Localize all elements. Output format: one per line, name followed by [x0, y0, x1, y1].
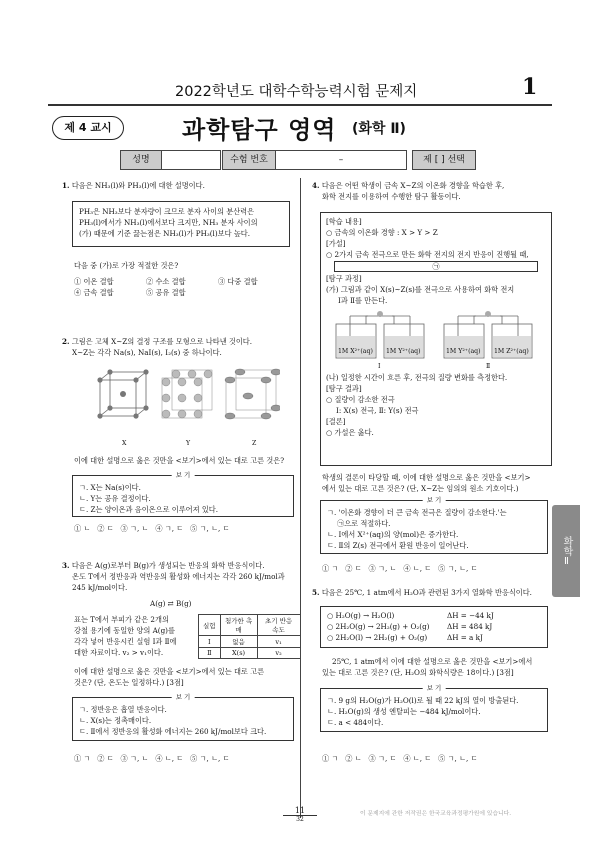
q4-l2: ○ 2가지 금속 전극으로 만든 화학 전지의 전지 반응이 진행될 때, [326, 250, 529, 259]
q5-equation-box [320, 606, 548, 648]
page-number: 1 [522, 74, 538, 100]
column-divider [300, 178, 301, 818]
crystal-y [162, 370, 212, 418]
exam-number-dash: – [338, 155, 344, 165]
q1-number: 1. [62, 181, 70, 190]
q4-cell1-label: Ⅰ [378, 363, 381, 370]
q5-bogi-1: ㄱ. 9 g의 H₂O(g)가 H₂O(l)로 될 때 22 kJ의 열이 방출된다. [327, 696, 519, 705]
q3-p4: 대한 자료이다. v₂ > v₁이다. [74, 648, 164, 657]
q3-bogi-3: ㄷ. Ⅱ에서 정반응의 활성화 에너지는 260 kJ/mol보다 크다. [79, 727, 267, 736]
q3-ask2: 것은? (단, 온도는 일정하다.) [3점] [74, 678, 184, 687]
q3-table [198, 614, 301, 659]
q4-cell-figure [326, 306, 546, 372]
q2-label-z: Z [252, 440, 257, 447]
q5-e3h: ΔH = a kJ [447, 633, 483, 642]
header-rule [48, 104, 552, 106]
subject-subtitle: (화학 Ⅱ) [352, 121, 406, 137]
q3-paragraph [74, 614, 194, 658]
question-2 [62, 336, 298, 358]
q5-ask2: 있는 대로 고른 것은? (단, H₂O의 화학식량은 18이다.) [3점] [322, 668, 514, 677]
q2-crystal-figure [90, 366, 280, 436]
q1-options [74, 276, 294, 298]
q4-number: 4. [312, 181, 320, 190]
q1-opt3[interactable]: ③ 다중 결합 [218, 277, 258, 286]
q4-l3c: (나) 일정한 시간이 흐른 후, 전극의 질량 변화를 측정한다. [326, 373, 508, 382]
exam-title: 2022학년도 대학수학능력시험 문제지 [175, 84, 418, 100]
q3-bogi-1: ㄱ. 정반응은 흡열 반응이다. [79, 705, 167, 714]
q3-r2c2: X(s) [220, 648, 257, 659]
q4-bogi-title: 보 기 [423, 495, 446, 506]
q3-p1: 표는 T에서 부피가 같은 2개의 [74, 615, 169, 624]
q2-bogi-1: ㄱ. X는 Na(s)이다. [79, 483, 141, 492]
q5-ask [322, 656, 552, 678]
q2-bogi-2: ㄴ. Y는 공유 결정이다. [79, 494, 151, 503]
q3-th3: 초기 반응 속도 [257, 615, 300, 636]
q3-stem2: 온도 T에서 정반응과 역반응의 활성화 에너지는 각각 260 kJ/mol과 [72, 572, 285, 581]
q4-cell2-label: Ⅱ [486, 363, 491, 370]
q5-number: 5. [312, 588, 320, 597]
q3-th1: 실험 [199, 615, 221, 636]
footer-page-current: 11 [283, 806, 317, 816]
q4-cells-svg [326, 306, 546, 368]
q2-ask: 이에 대한 설명으로 옳은 것만을 <보기>에서 있는 대로 고른 것은? [74, 456, 285, 465]
q2-bogi-3: ㄷ. Z는 양이온과 음이온으로 이루어져 있다. [79, 505, 219, 514]
q4-h5: [결론] [326, 417, 346, 426]
q3-answers[interactable]: ① ㄱ ② ㄷ ③ ㄱ, ㄴ ④ ㄴ, ㄷ ⑤ ㄱ, ㄴ, ㄷ [74, 754, 230, 763]
q1-ask: 다음 중 (가)로 가장 적절한 것은? [74, 261, 179, 270]
q4-l3b: Ⅰ과 Ⅱ를 만든다. [338, 296, 388, 305]
q1-opt5[interactable]: ⑤ 공유 결합 [146, 288, 186, 297]
q5-ask1: 25℃, 1 atm에서 이에 대한 설명으로 옳은 것만을 <보기>에서 [332, 657, 533, 666]
q2-answers[interactable]: ① ㄴ ② ㄷ ③ ㄱ, ㄴ ④ ㄱ, ㄷ ⑤ ㄱ, ㄴ, ㄷ [74, 524, 230, 533]
q4-l3a: (가) 그림과 같이 X(s)~Z(s)를 전극으로 사용하여 화학 전지 [326, 285, 515, 294]
q2-bogi-box [72, 471, 294, 517]
q1-opt2[interactable]: ② 수소 결합 [146, 277, 186, 286]
session-badge: 제 4 교시 [52, 116, 124, 140]
q4-bogi-2: ㄴ. Ⅰ에서 X²⁺(aq)의 양(mol)은 증가한다. [327, 530, 459, 539]
q3-ask1: 이에 대한 설명으로 옳은 것만을 <보기>에서 있는 대로 고른 [74, 667, 265, 676]
q1-box-line2: PH₃(l)에서가 NH₃(l)에서보다 크지만, NH₃ 분자 사이의 [79, 218, 258, 227]
q3-equation: A(g) ⇄ B(g) [150, 599, 192, 608]
q1-opt1[interactable]: ① 이온 결합 [74, 277, 114, 286]
q4-h1: [학습 내용] [326, 217, 362, 226]
q4-ask [322, 472, 552, 494]
q4-bogi-1: ㄱ. '이온화 경향이 더 큰 금속 전극은 질량이 감소한다.'는 [327, 508, 507, 517]
q3-number: 3. [62, 561, 70, 570]
q2-label-y: Y [186, 440, 191, 447]
q4-l5: ○ 가설은 옳다. [326, 428, 374, 437]
q3-bogi-2: ㄴ. X(s)는 정촉매이다. [79, 716, 152, 725]
q4-sol4: 1M Z²⁺(aq) [494, 348, 529, 355]
q5-bogi-title: 보 기 [423, 683, 446, 694]
q4-blank: ㉠ [334, 261, 538, 272]
q1-statement-box [72, 201, 290, 247]
q4-sol2: 1M Y²⁺(aq) [386, 348, 421, 355]
q5-e2h: ΔH = 484 kJ [447, 622, 493, 631]
q5-answers[interactable]: ① ㄱ ② ㄴ ③ ㄱ, ㄷ ④ ㄴ, ㄷ ⑤ ㄱ, ㄴ, ㄷ [322, 754, 478, 763]
q5-bogi-2: ㄴ. H₂O(g)의 생성 엔탈피는 −484 kJ/mol이다. [327, 707, 481, 716]
q4-bogi-1b: ㉠으로 적절하다. [337, 519, 391, 528]
exam-number-field[interactable] [275, 150, 407, 170]
q2-label-x: X [122, 440, 127, 447]
subject-side-tab: 화학Ⅱ [552, 505, 580, 597]
q4-l4b: Ⅰ: X(s) 전극, Ⅱ: Y(s) 전극 [336, 406, 419, 415]
q4-answers[interactable]: ① ㄱ ② ㄷ ③ ㄱ, ㄴ ④ ㄴ, ㄷ ⑤ ㄱ, ㄴ, ㄷ [322, 564, 478, 573]
q3-r2c1: Ⅱ [199, 648, 221, 659]
q3-r1c3: v₁ [257, 636, 300, 648]
q4-stem1: 다음은 어떤 학생이 금속 X~Z의 이온화 경향을 학습한 후, [321, 181, 505, 190]
q5-stem: 다음은 25℃, 1 atm에서 H₂O과 관련된 3가지 열화학 반응식이다. [321, 588, 532, 597]
q3-bogi-box [72, 693, 294, 741]
exam-number-label: 수험 번호 [222, 150, 276, 170]
q1-stem: 다음은 NH₃(l)와 PH₃(l)에 대한 설명이다. [71, 181, 205, 190]
q4-h2: [가설] [326, 239, 346, 248]
q4-bogi-3: ㄷ. Ⅱ의 Z(s) 전극에서 환원 반응이 일어난다. [327, 541, 469, 550]
name-label: 성명 [120, 150, 162, 170]
table-row [199, 648, 301, 659]
q4-l1: ○ 금속의 이온화 경향 : X > Y > Z [326, 228, 438, 237]
q5-e2: ○ 2H₂O(g) → 2H₂(g) + O₂(g) [327, 622, 430, 631]
q3-p3: 각각 넣어 반응시킨 실험 Ⅰ과 Ⅱ에 [74, 637, 177, 646]
q2-stem1: 그림은 고체 X~Z의 결정 구조를 모형으로 나타낸 것이다. [71, 337, 253, 346]
choice-label: 제 [ ] 선택 [412, 150, 476, 170]
q5-e3: ○ 2H₂O(l) → 2H₂(g) + O₂(g) [327, 633, 428, 642]
q4-activity-box [320, 212, 552, 466]
q5-e1: ○ H₂O(g) → H₂O(l) [327, 611, 395, 620]
table-row [199, 636, 301, 648]
q5-e1h: ΔH = −44 kJ [447, 611, 494, 620]
q2-bogi-title: 보 기 [172, 470, 195, 481]
question-4 [312, 180, 552, 202]
q3-r1c2: 없음 [220, 636, 257, 648]
q4-sol1: 1M X²⁺(aq) [338, 348, 373, 355]
q4-ask2: 에서 있는 대로 고른 것은? (단, X~Z는 임의의 원소 기호이다.) [322, 484, 519, 493]
name-field[interactable] [161, 150, 221, 170]
q3-th2: 첨가한 촉매 [220, 615, 257, 636]
q3-bogi-title: 보 기 [172, 692, 195, 703]
q3-stem3: 245 kJ/mol이다. [72, 583, 128, 592]
subject-title: 과학탐구 영역 [182, 116, 337, 144]
q4-l4a: ○ 질량이 감소한 전극 [326, 395, 395, 404]
footer-copyright: 이 문제지에 관한 저작권은 한국교육과정평가원에 있습니다. [360, 811, 512, 817]
q3-p2: 강철 용기에 동일한 양의 A(g)를 [74, 626, 175, 635]
footer-page-total: 32 [296, 816, 304, 823]
q4-h4: [탐구 결과] [326, 384, 362, 393]
question-1 [62, 180, 294, 191]
q2-number: 2. [62, 337, 70, 346]
q3-r1c1: Ⅰ [199, 636, 221, 648]
question-5 [312, 587, 552, 598]
q3-ask [74, 666, 298, 688]
q4-ask1: 학생의 결론이 타당할 때, 이에 대한 설명으로 옳은 것만을 <보기> [322, 473, 531, 482]
q5-bogi-box [320, 684, 548, 732]
q2-stem2: X~Z는 각각 Na(s), NaI(s), I₂(s) 중 하나이다. [72, 348, 222, 357]
q3-table-header [199, 615, 301, 636]
q5-bogi-3: ㄷ. a < 484이다. [327, 718, 384, 727]
q4-h3: [탐구 과정] [326, 274, 362, 283]
question-3 [62, 560, 298, 593]
q3-stem1: 다음은 A(g)로부터 B(g)가 생성되는 반응의 화학 반응식이다. [71, 561, 265, 570]
q4-sol3: 1M Y²⁺(aq) [446, 348, 481, 355]
q1-opt4[interactable]: ④ 금속 결합 [74, 288, 114, 297]
q1-box-line1: PH₃은 NH₃보다 분자량이 크므로 분자 사이의 분산력은 [79, 207, 255, 216]
footer-page-number [283, 806, 317, 823]
q1-box-line3: (가) 때문에 기준 끓는점은 NH₃(l)가 PH₃(l)보다 높다. [79, 229, 250, 238]
q4-bogi-box [320, 496, 548, 554]
q3-r2c3: v₂ [257, 648, 300, 659]
q4-stem2: 화학 전지를 이용하여 수행한 탐구 활동이다. [322, 192, 461, 201]
